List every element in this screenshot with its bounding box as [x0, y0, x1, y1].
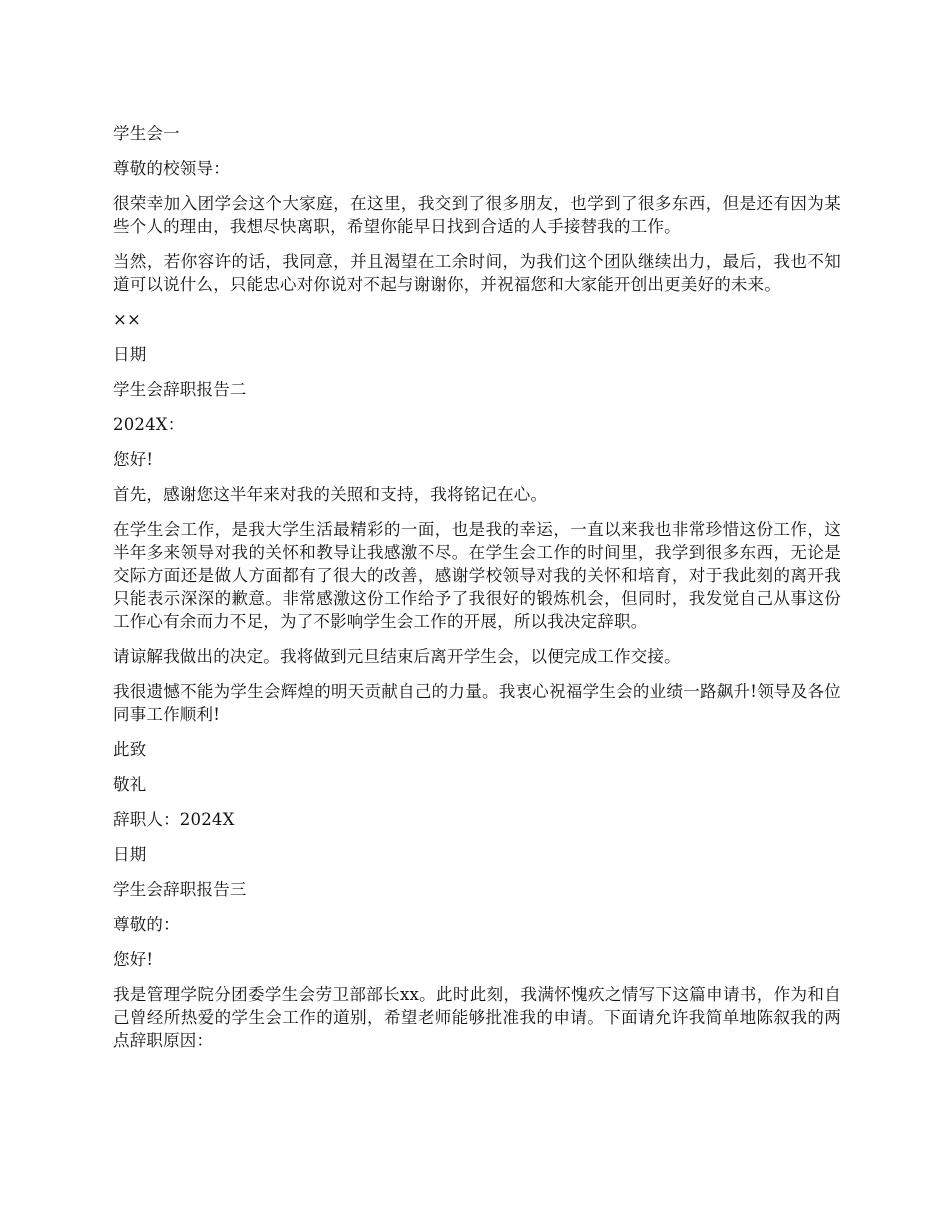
body-paragraph: 我是管理学院分团委学生会劳卫部部长xx。此时此刻，我满怀愧疚之情写下这篇申请书，作为和自己曾经所热爱的学生会工作的道别，希望老师能够批准我的申请。下面请允许我简单地陈叙我的两点辞职原因： — [113, 985, 841, 1050]
section-heading-3: 学生会辞职报告三 — [113, 880, 247, 899]
date-line: 日期 — [113, 845, 147, 864]
salutation: 2024X： — [113, 415, 185, 434]
greeting: 您好! — [113, 450, 154, 469]
closing-regards: 敬礼 — [113, 775, 147, 794]
salutation: 尊敬的： — [113, 915, 180, 934]
closing-line: 此致 — [113, 740, 147, 759]
body-paragraph: 请谅解我做出的决定。我将做到元旦结束后离开学生会，以便完成工作交接。 — [113, 647, 681, 666]
body-paragraph: 首先，感谢您这半年来对我的关照和支持，我将铭记在心。 — [113, 485, 548, 504]
greeting: 您好! — [113, 950, 154, 969]
salutation: 尊敬的校领导： — [113, 159, 230, 178]
body-paragraph: 在学生会工作，是我大学生活最精彩的一面，也是我的幸运，一直以来我也非常珍惜这份工作，这半年多来领导对我的关怀和教导让我感激不尽。在学生会工作的时间里，我学到很多东西，无论是交际方面还是做人方面都有了很大的改善，感谢学校领导对我的关怀和培育，对于我此刻的离开我只能表示深深的歉意。非常感激这份工作给予了我很好的锻炼机会，但同时，我发觉自己从事这份工作心有余而力不足，为了不影响学生会工作的开展，所以我决定辞职。 — [113, 520, 841, 631]
date-line: 日期 — [113, 345, 147, 364]
body-paragraph: 当然，若你容许的话，我同意，并且渴望在工余时间，为我们这个团队继续出力，最后，我也不知道可以说什么，只能忠心对你说对不起与谢谢你，并祝福您和大家能开创出更美好的未来。 — [113, 252, 841, 294]
body-paragraph: 很荣幸加入团学会这个大家庭，在这里，我交到了很多朋友，也学到了很多东西，但是还有因为某些个人的理由，我想尽快离职，希望你能早日找到合适的人手接替我的工作。 — [113, 194, 841, 236]
document-body — [113, 122, 841, 1064]
signature-line: 辞职人：2024X — [113, 810, 235, 829]
section-heading-2: 学生会辞职报告二 — [113, 380, 247, 399]
section-heading-1: 学生会一 — [113, 124, 180, 143]
body-paragraph: 我很遗憾不能为学生会辉煌的明天贡献自己的力量。我衷心祝福学生会的业绩一路飙升!领导及各位同事工作顺利! — [113, 682, 841, 724]
signature-name: ×× — [113, 310, 142, 329]
